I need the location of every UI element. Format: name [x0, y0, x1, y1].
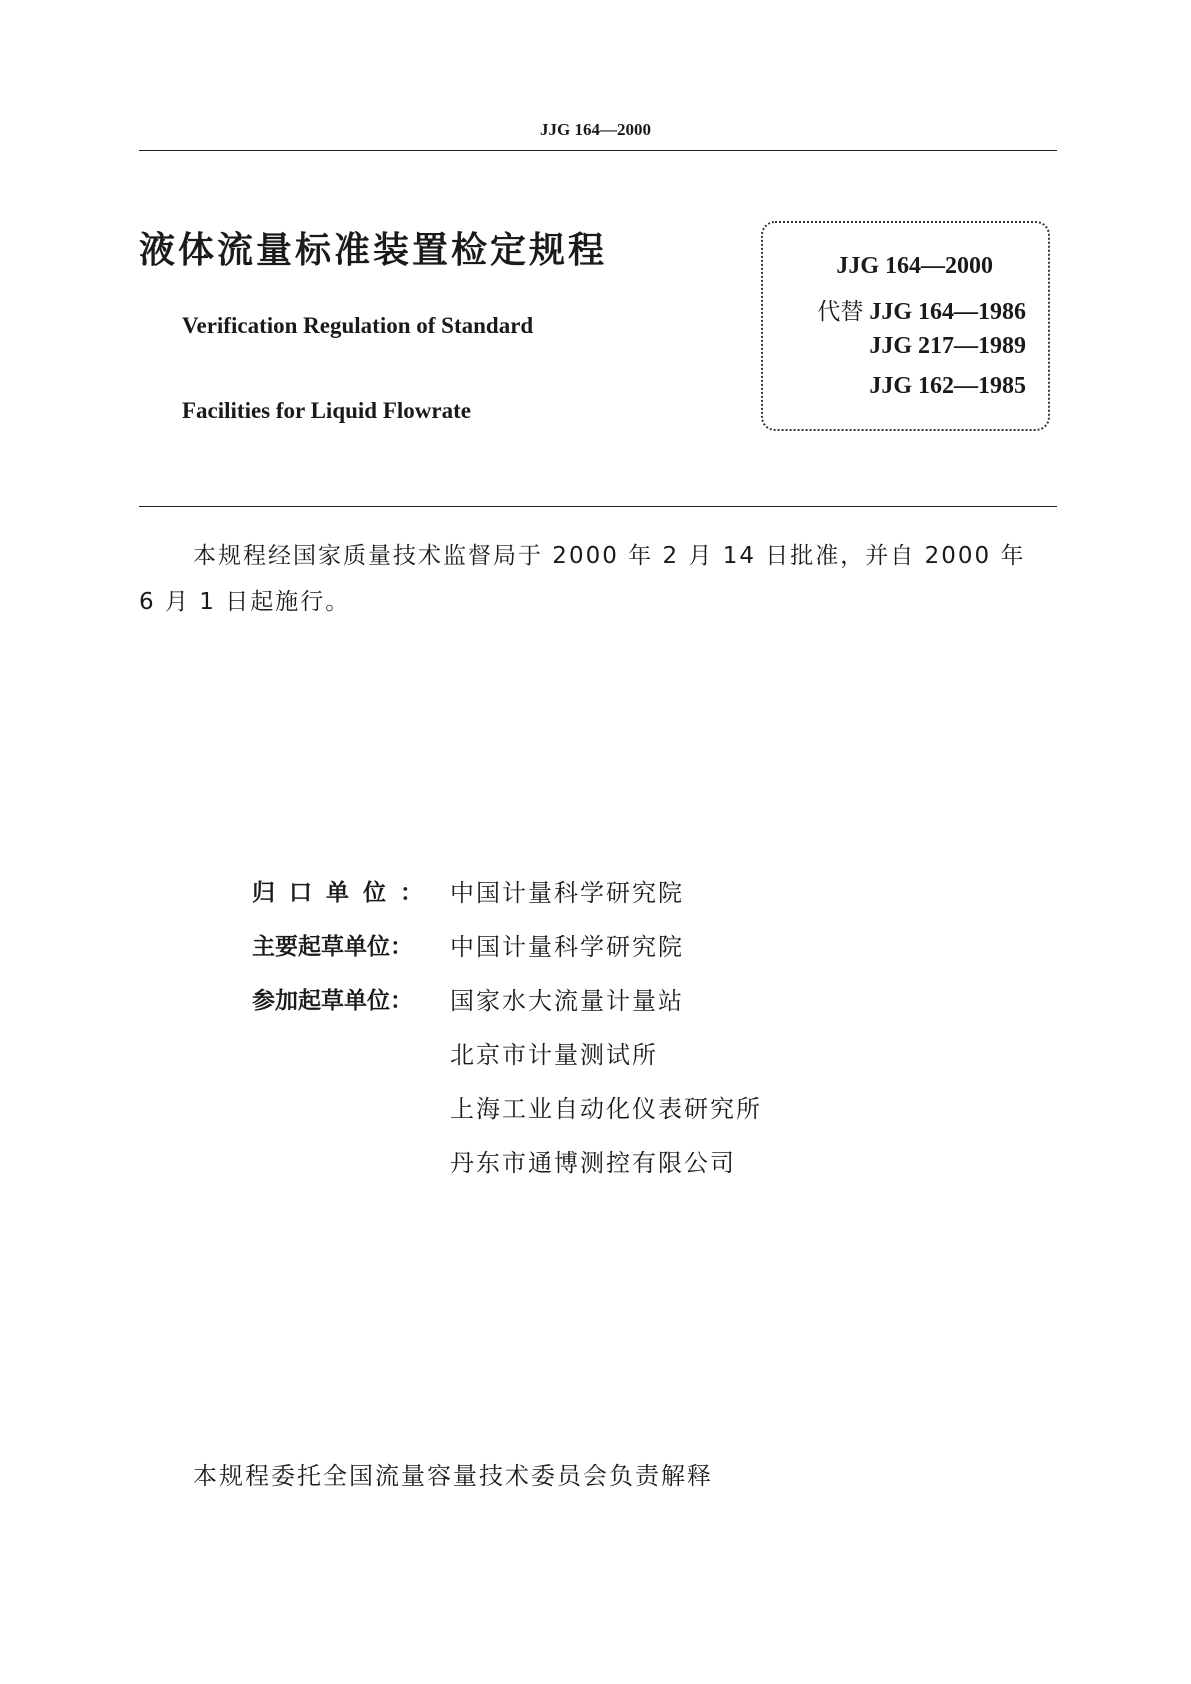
replaced-standard-code-3: JJG 162—1985	[869, 373, 1026, 399]
responsible-unit-label: 归口单位：	[252, 880, 437, 906]
standard-code-box	[761, 221, 1050, 431]
replaces-label: 代替	[817, 299, 864, 325]
participating-unit-value-2: 北京市计量测试所	[450, 1041, 658, 1069]
main-drafting-unit-label: 主要起草单位：	[252, 934, 413, 960]
participating-unit-value-4: 丹东市通博测控有限公司	[450, 1149, 736, 1177]
main-drafting-unit-value: 中国计量科学研究院	[450, 933, 684, 961]
replaced-code-text: JJG 164—1986	[869, 299, 1026, 325]
participating-unit-value-1: 国家水大流量计量站	[450, 987, 684, 1015]
responsible-unit-value: 中国计量科学研究院	[450, 879, 684, 907]
approval-text-line1: 本规程经国家质量技术监督局于 2000 年 2 月 14 日批准，并自 2000 年	[193, 543, 1026, 569]
current-standard-code: JJG 164—2000	[836, 253, 993, 279]
replaced-standard-code-1	[817, 293, 1026, 326]
header-standard-code: JJG 164—2000	[540, 120, 651, 139]
page-title-english-line2: Facilities for Liquid Flowrate	[182, 398, 471, 423]
page-title-chinese: 液体流量标准装置检定规程	[139, 230, 608, 271]
participating-unit-value-3: 上海工业自动化仪表研究所	[450, 1095, 762, 1123]
interpretation-note: 本规程委托全国流量容量技术委员会负责解释	[193, 1462, 713, 1490]
replaced-standard-code-2: JJG 217—1989	[869, 333, 1026, 359]
header-divider	[139, 150, 1057, 151]
page-title-english-line1: Verification Regulation of Standard	[182, 313, 534, 338]
title-divider	[139, 506, 1057, 507]
approval-text-line2: 6 月 1 日起施行。	[139, 589, 351, 615]
participating-unit-label: 参加起草单位：	[252, 988, 413, 1014]
